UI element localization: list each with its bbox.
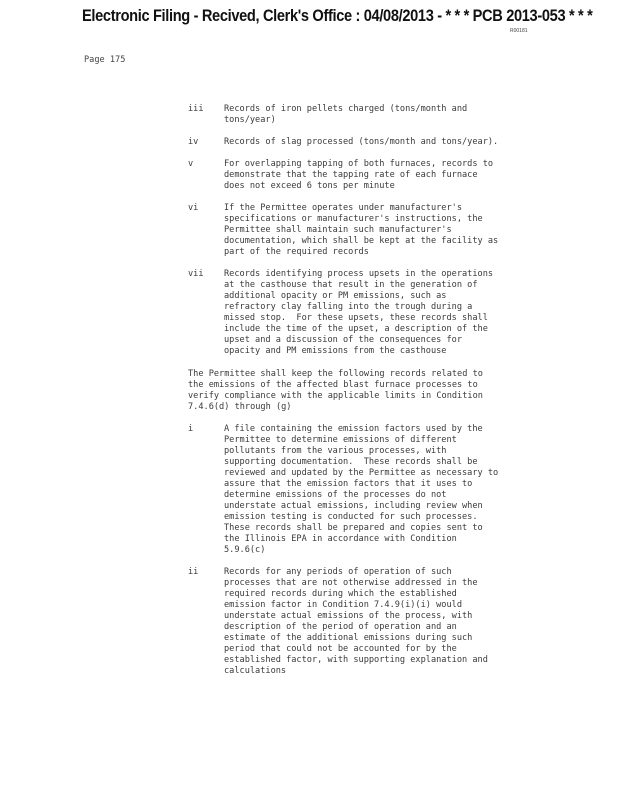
item-line: part of the required records (224, 247, 369, 257)
item-line: Records of iron pellets charged (tons/month and (224, 104, 468, 114)
item-number: vi (188, 203, 199, 213)
item-line: upset and a discussion of the consequences for (224, 335, 462, 345)
item-line: missed stop. For these upsets, these records shall (224, 313, 488, 323)
item-line: period that could not be accounted for by the (224, 644, 457, 654)
paragraph-line: verify compliance with the applicable limits in Condition (188, 391, 483, 401)
item-line: 5.9.6(c) (224, 545, 266, 555)
item-line: Permittee shall maintain such manufacturer's (224, 225, 452, 235)
item-line: assure that the emission factors that it uses to (224, 479, 473, 489)
item-line: tons/year) (224, 115, 276, 125)
item-line: additional opacity or PM emissions, such as (224, 291, 447, 301)
filing-stamp: Electronic Filing - Recived, Clerk's Office : 04/08/2013 - * * * PCB 2013-053 * * * (82, 6, 593, 25)
item-number: ii (188, 567, 199, 577)
item-line: documentation, which shall be kept at the facility as (224, 236, 499, 246)
item-line: understate actual emissions, including review when (224, 501, 483, 511)
item-line: Records of slag processed (tons/month and tons/year). (224, 137, 499, 147)
item-line: A file containing the emission factors used by the (224, 424, 483, 434)
item-line: processes that are not otherwise addressed in the (224, 578, 478, 588)
item-line: reviewed and updated by the Permittee as necessary to (224, 468, 499, 478)
item-line: pollutants from the various processes, with (224, 446, 447, 456)
item-line: required records during which the established (224, 589, 457, 599)
item-number: iii (188, 104, 204, 114)
item-line: Permittee to determine emissions of different (224, 435, 457, 445)
item-line: Records identifying process upsets in the operations (224, 269, 494, 279)
paragraph-line: The Permittee shall keep the following records related to (188, 369, 483, 379)
item-line: Records for any periods of operation of such (224, 567, 452, 577)
item-number: vii (188, 269, 204, 279)
item-line: does not exceed 6 tons per minute (224, 181, 395, 191)
item-line: determine emissions of the processes do not (224, 490, 447, 500)
item-line: description of the period of operation and an (224, 622, 457, 632)
item-line: If the Permittee operates under manufacturer's (224, 203, 462, 213)
item-line: refractory clay falling into the trough during a (224, 302, 473, 312)
item-number: i (188, 424, 194, 434)
paragraph-line: the emissions of the affected blast furnace processes to (188, 380, 478, 390)
item-line: calculations (224, 666, 287, 676)
item-number: v (188, 159, 194, 169)
item-line: These records shall be prepared and copies sent to (224, 523, 483, 533)
stamp-code: R00181 (510, 28, 528, 34)
page-number: Page 175 (84, 55, 126, 65)
item-line: at the casthouse that result in the generation of (224, 280, 478, 290)
item-line: emission factor in Condition 7.4.9(i)(i) would (224, 600, 462, 610)
item-line: estimate of the additional emissions during such (224, 633, 473, 643)
item-line: supporting documentation. These records shall be (224, 457, 478, 467)
item-line: established factor, with supporting explanation and (224, 655, 488, 665)
paragraph-line: 7.4.6(d) through (g) (188, 402, 292, 412)
item-line: emission testing is conducted for such processes. (224, 512, 478, 522)
item-line: include the time of the upset, a description of the (224, 324, 488, 334)
item-number: iv (188, 137, 199, 147)
item-line: the Illinois EPA in accordance with Condition (224, 534, 457, 544)
item-line: opacity and PM emissions from the casthouse (224, 346, 447, 356)
item-line: understate actual emissions of the process, with (224, 611, 473, 621)
item-line: demonstrate that the tapping rate of each furnace (224, 170, 478, 180)
item-line: specifications or manufacturer's instructions, the (224, 214, 483, 224)
item-line: For overlapping tapping of both furnaces, records to (224, 159, 494, 169)
